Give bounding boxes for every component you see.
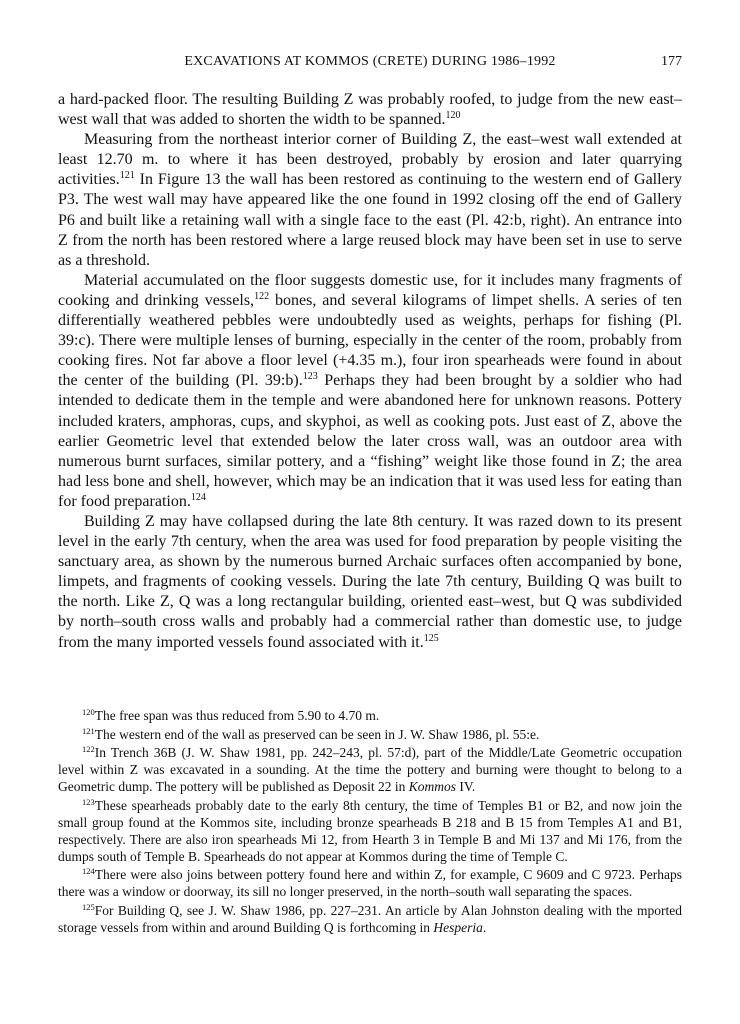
footnote-ref-122[interactable]: 122 — [254, 290, 270, 302]
paragraph-3 — [58, 271, 682, 512]
footnote-123 — [58, 797, 682, 865]
footnote-ref-124[interactable]: 124 — [190, 491, 206, 503]
footnote-text: The western end of the wall as preserved can be seen in J. W. Shaw 1986, pl. 55:e. — [94, 726, 540, 742]
footnote-125 — [58, 902, 682, 936]
footnote-ref-123[interactable]: 123 — [302, 371, 318, 383]
footnote-text: For Building Q, see J. W. Shaw 1986, pp. 227–231. An article by Alan Johnston dealing with the mported storage vessels from within and around Building Q is forthcoming in — [58, 902, 682, 935]
running-header — [58, 54, 682, 76]
footnote-121 — [58, 726, 682, 743]
footnote-number: 125 — [82, 901, 95, 912]
paragraph-2-text-a: Measuring from the northeast interior corner of Building Z, the east–west wall extended at least 12.70 m. to where it has been destroyed, probably by erosion and later quarrying activities. — [58, 131, 682, 189]
footnote-italic: Hesperia — [433, 919, 483, 935]
footnote-number: 124 — [82, 866, 95, 876]
footnote-text: These spearheads probably date to the early 8th century, the time of Temples B1 or B2, and now join the small group found at the Kommos site, including bronze spearheads B 218 and B 15 from Temples A1 and B1, respectively. There are also iron spearheads Mi 12, from Hearth 3 in Temple B and Mi 137 and Mi 176, from the dumps south of Temple B. Spearheads do not appear at Kommos during the time of Temple C. — [58, 797, 682, 864]
footnote-text: The free span was thus reduced from 5.90 to 4.70 m. — [94, 708, 380, 723]
footnote-number: 120 — [82, 707, 95, 717]
footnote-ref-120[interactable]: 120 — [445, 110, 461, 122]
footnote-number: 122 — [82, 744, 95, 754]
paragraph-4 — [58, 512, 682, 653]
paragraph-3-text-a: Material accumulated on the floor suggests domestic use, for it includes many fragments of cooking and drinking vessels, — [58, 271, 682, 309]
footnote-number: 123 — [82, 796, 95, 807]
footnote-122 — [58, 744, 682, 795]
paragraph-3-text-b: bones, and several kilograms of limpet shells. A series of ten differentially weathered pebbles were undoubtedly used as weights, perhaps for fishing (Pl. 39:c). There were multiple lenses of burning, especially in the center of the room, probably from cooking fires. Not far above a floor level (+4.35 m.), four iron spearheads were found in about the center of the building (Pl. 39:b). — [58, 291, 682, 390]
paragraph-2-text-b: In Figure 13 the wall has been restored as continuing to the western end of Gallery P3. The west wall may have appeared like the one found in 1992 closing off the end of Gallery P6 and built like a retaining wall with a single face to the east (Pl. 42:b, right). An entrance into Z from the north has been restored where a large reused block may have been set in use to serve as a threshold. — [58, 171, 682, 269]
footnote-italic: Kommos — [408, 779, 456, 794]
paragraph-2 — [58, 130, 682, 271]
footnotes — [58, 707, 682, 937]
footnote-text: There were also joins between pottery found here and within Z, for example, C 9609 and C 9723. Perhaps there was a window or doorway, its sill no longer preserved, in the north–south wall separating the spaces. — [58, 867, 682, 899]
running-title: EXCAVATIONS AT KOMMOS (CRETE) DURING 1986–1992 — [184, 54, 556, 69]
paragraph-1 — [58, 90, 682, 130]
footnote-120 — [58, 707, 682, 724]
footnote-tail: . — [482, 919, 487, 935]
page-number: 177 — [661, 54, 682, 69]
paragraph-1-text: a hard-packed floor. The resulting Building Z was probably roofed, to judge from the new east–west wall that was added to shorten the width to be spanned. — [58, 91, 682, 129]
footnote-number: 121 — [82, 725, 95, 736]
footnote-ref-125[interactable]: 125 — [423, 632, 439, 644]
paragraph-3-text-c: Perhaps they had been brought by a soldier who had intended to dedicate them in the temple and were abandoned here for unknown reasons. Pottery included kraters, amphoras, cups, and skyphoi, as well as cooking pots. Just east of Z, above the earlier Geometric level that extended below the later cross wall, was an outdoor area with numerous burnt surfaces, similar pottery, and a “fishing” weight like those found in Z; the area had less bone and shell, however, which may be an indication that it was used less for eating than for food preparation. — [58, 372, 682, 510]
paragraph-4-text: Building Z may have collapsed during the late 8th century. It was razed down to its present level in the early 7th century, when the area was used for food preparation by people visiting the sanctuary area, as shown by the numerous burned Archaic surfaces often accompanied by bone, limpets, and fragments of cooking vessels. During the late 7th century, Building Q was built to the north. Like Z, Q was a long rectangular building, oriented east–west, but Q was subdivided by north–south cross walls and probably had a commercial rather than domestic use, to judge from the many imported vessels found associated with it. — [58, 512, 682, 651]
footnote-ref-121[interactable]: 121 — [119, 170, 135, 182]
footnote-text: In Trench 36B (J. W. Shaw 1981, pp. 242–243, pl. 57:d), part of the Middle/Late Geometric occupation level within Z was excavated in a sounding. At the time the pottery and burning were thought to belong to a Geometric dump. The pottery will be published as Deposit 22 in — [58, 745, 682, 794]
footnote-124 — [58, 866, 682, 900]
main-text — [58, 90, 682, 653]
footnote-tail: IV. — [455, 779, 476, 794]
